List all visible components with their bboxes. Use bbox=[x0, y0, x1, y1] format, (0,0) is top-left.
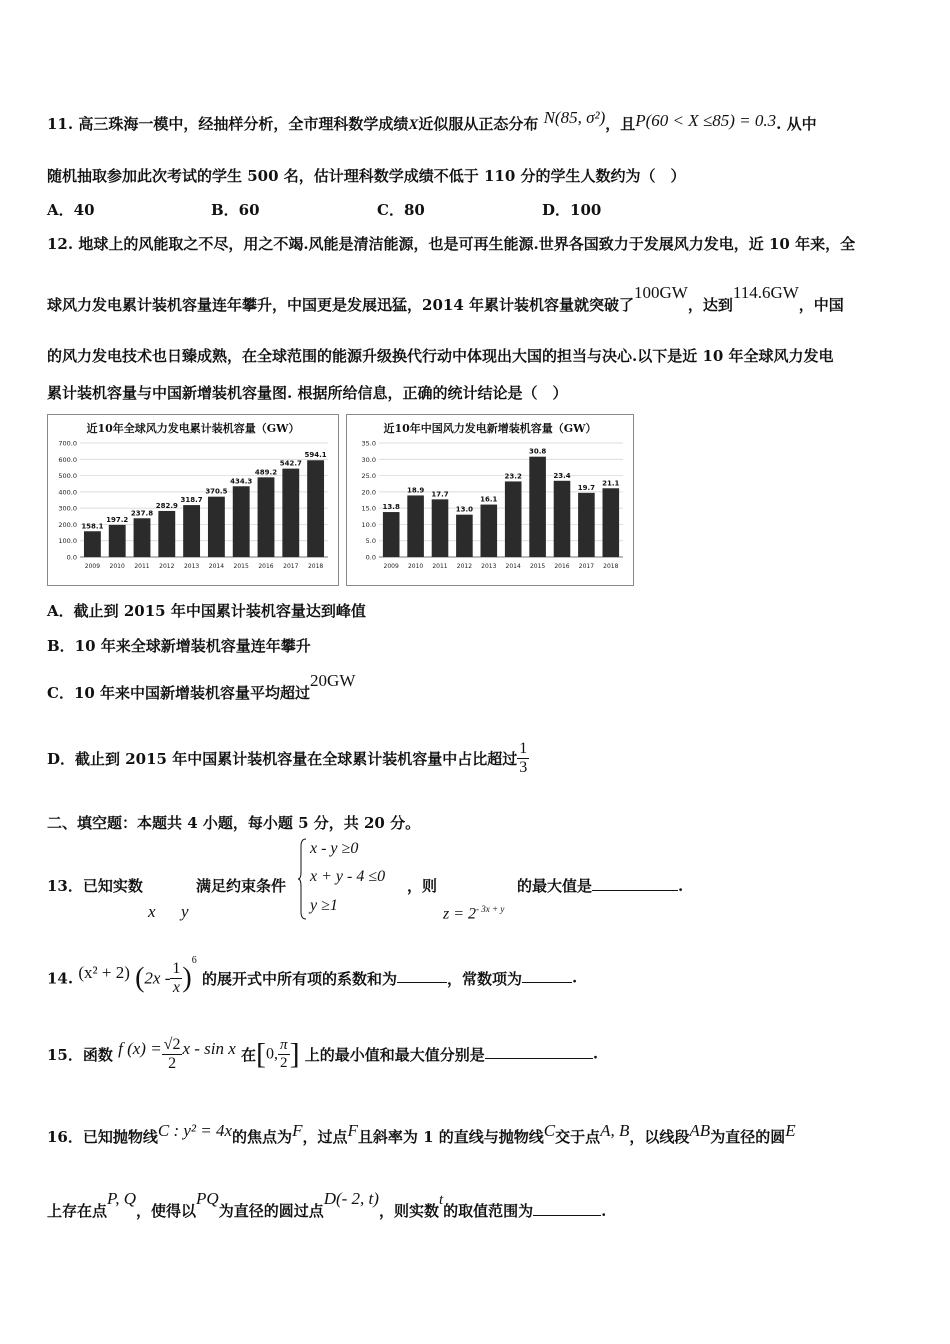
q15-text: 15．函数 bbox=[47, 1046, 113, 1064]
q12-option-c-value: 20GW bbox=[310, 671, 356, 690]
q16-var-t: t bbox=[438, 1192, 444, 1208]
y-tick-label: 25.0 bbox=[361, 472, 376, 481]
bar-2015 bbox=[233, 486, 250, 557]
q14-blank-2[interactable] bbox=[522, 982, 572, 983]
q11-line2: 随机抽取参加此次考试的学生 500 名，估计理科数学成绩不低于 110 分的学生人数约为（ ） bbox=[47, 167, 686, 185]
q12-option-d-text: D．截止到 2015 年中国累计装机容量在全球累计装机容量中占比超过 bbox=[47, 750, 518, 768]
q12-value-100gw: 100GW bbox=[633, 283, 688, 302]
data-label: 13.8 bbox=[382, 503, 400, 512]
y-tick-label: 500.0 bbox=[58, 472, 77, 481]
q11-option-a: A．40 bbox=[47, 201, 95, 219]
q16-focus-2: F bbox=[347, 1121, 358, 1140]
q16-line2: 上存在点P, Q，使得以PQ为直径的圆过点D(- 2, t)，则实数t的取值范围为 . bbox=[47, 1189, 607, 1220]
y-tick-label: 300.0 bbox=[58, 504, 77, 513]
q15-pi-half: $\frac{\pi}{2}$ bbox=[280, 1037, 288, 1071]
q13-var-y: y bbox=[181, 902, 189, 921]
x-tick-label: 2011 bbox=[134, 563, 150, 570]
q11-option-b: B．60 bbox=[211, 201, 260, 219]
q11-var-x: X bbox=[408, 117, 419, 133]
data-label: 23.2 bbox=[504, 472, 522, 481]
q11-text-mid: 近似服从正态分布 bbox=[418, 115, 539, 133]
q15-post: 上的最小值和最大值分别是 bbox=[304, 1046, 485, 1064]
y-tick-label: 35.0 bbox=[361, 439, 376, 448]
x-tick-label: 2013 bbox=[183, 563, 200, 570]
q13-constraint-label: 满足约束条件 bbox=[196, 877, 287, 895]
q16-curve: C : y² = 4x bbox=[157, 1121, 233, 1140]
data-label: 197.2 bbox=[106, 515, 129, 524]
paren-right: ) bbox=[182, 962, 192, 994]
q12-china: ，中国 bbox=[798, 296, 844, 314]
q16-circle-e: E bbox=[785, 1121, 796, 1140]
q14-text1: 的展开式中所有项的系数和为 bbox=[201, 970, 397, 988]
y-tick-label: 10.0 bbox=[361, 520, 376, 529]
data-label: 434.3 bbox=[230, 477, 253, 486]
data-label: 23.4 bbox=[553, 471, 571, 480]
bar-2011 bbox=[134, 518, 151, 557]
fraction-one-third: $\frac{1}{3}$ bbox=[519, 740, 528, 776]
q16-line1: 16．已知抛物线C : y² = 4x的焦点为F，过点F且斜率为 1 的直线与抛物线C交于点A, B，以线段AB为直径的圆E bbox=[47, 1121, 796, 1146]
x-tick-label: 2009 bbox=[84, 563, 101, 570]
q11-text: 11. 高三珠海一模中，经抽样分析，全市理科数学成绩 bbox=[47, 115, 409, 133]
x-tick-label: 2013 bbox=[481, 563, 497, 570]
bar-2010 bbox=[407, 495, 424, 557]
data-label: 18.9 bbox=[406, 486, 425, 495]
data-label: 370.5 bbox=[205, 487, 228, 496]
chart-china-new-capacity bbox=[346, 414, 634, 586]
chart-svg bbox=[48, 415, 338, 585]
q13-var-x: x bbox=[148, 902, 156, 921]
x-tick-label: 2016 bbox=[258, 563, 274, 570]
q16-segment-ab: AB bbox=[689, 1121, 711, 1140]
x-tick-label: 2017 bbox=[283, 563, 299, 570]
q12-line4: 累计装机容量与中国新增装机容量图. 根据所给信息，正确的统计结论是（ ） bbox=[47, 384, 568, 402]
data-label: 282.9 bbox=[155, 501, 178, 510]
y-tick-label: 400.0 bbox=[58, 488, 77, 497]
y-tick-label: 30.0 bbox=[361, 455, 376, 464]
bar-2014 bbox=[505, 481, 522, 557]
paren-left: ( bbox=[135, 962, 145, 994]
q12-reach: ，达到 bbox=[687, 296, 733, 314]
bar-2009 bbox=[84, 531, 101, 557]
q14-blank-1[interactable] bbox=[397, 982, 447, 983]
q11-option-c: C．80 bbox=[377, 201, 425, 219]
bar-2013 bbox=[481, 505, 498, 557]
q16-points-pq: P, Q bbox=[107, 1189, 136, 1208]
bar-2012 bbox=[158, 511, 175, 557]
q12-option-b: B．10 年来全球新增装机容量连年攀升 bbox=[47, 637, 311, 655]
q11-option-d: D．100 bbox=[542, 201, 602, 219]
q13-z: $z = 2^{- 3x + y}$ bbox=[443, 904, 505, 923]
x-tick-label: 2011 bbox=[432, 563, 448, 570]
x-tick-label: 2012 bbox=[456, 563, 473, 570]
x-tick-label: 2017 bbox=[578, 563, 595, 570]
q16-answer-blank[interactable] bbox=[533, 1215, 601, 1216]
q12-option-c bbox=[47, 671, 356, 703]
data-label: 318.7 bbox=[180, 496, 203, 505]
y-tick-label: 200.0 bbox=[58, 520, 77, 529]
data-label: 17.7 bbox=[431, 490, 449, 499]
q15-in: 在 bbox=[241, 1046, 257, 1064]
y-tick-label: 15.0 bbox=[361, 504, 376, 513]
q16-segment-pq: PQ bbox=[196, 1189, 219, 1208]
data-label: 542.7 bbox=[279, 459, 302, 468]
q11-and: ，且 bbox=[605, 115, 636, 133]
x-tick-label: 2015 bbox=[529, 563, 546, 570]
data-label: 13.0 bbox=[455, 505, 474, 514]
q14-expr-a: (x² + 2) bbox=[78, 962, 130, 982]
data-label: 489.2 bbox=[254, 468, 278, 477]
q12-option-d bbox=[47, 740, 529, 777]
data-label: 594.1 bbox=[304, 451, 327, 460]
q15-fx: f (x) = bbox=[118, 1038, 162, 1058]
data-label: 21.1 bbox=[602, 479, 620, 488]
q11-line1 bbox=[47, 108, 817, 134]
bar-2017 bbox=[282, 469, 299, 557]
bar-2011 bbox=[432, 499, 449, 557]
data-label: 16.1 bbox=[480, 495, 498, 504]
q13-max: 的最大值是 . bbox=[517, 877, 684, 895]
x-tick-label: 2018 bbox=[603, 563, 619, 570]
x-tick-label: 2012 bbox=[159, 563, 175, 570]
x-tick-label: 2010 bbox=[109, 563, 125, 570]
bar-2009 bbox=[383, 512, 400, 557]
y-tick-label: 700.0 bbox=[58, 439, 77, 448]
q15-answer-blank[interactable] bbox=[485, 1058, 593, 1059]
y-tick-label: 100.0 bbox=[58, 537, 77, 546]
q14-fraction: $\frac{1}{x}$ bbox=[172, 960, 181, 996]
q11-normal-dist: N(85, σ²) bbox=[543, 108, 606, 127]
q12-line1: 12. 地球上的风能取之不尽，用之不竭.风能是清洁能源，也是可再生能源.世界各国致力于发展风力发电，近 10 年来，全 bbox=[47, 235, 856, 253]
bracket-right: ] bbox=[289, 1037, 300, 1071]
chart-svg bbox=[347, 415, 633, 585]
bar-2016 bbox=[258, 477, 275, 557]
chart-global-capacity bbox=[47, 414, 339, 586]
y-tick-label: 0.0 bbox=[66, 553, 77, 562]
q15-line: 15．函数 f (x) = $\frac{√2}{2}$ x - sin x 在[0, $\frac{\pi}{2}$ ] 上的最小值和最大值分别是 . bbox=[47, 1036, 599, 1072]
x-tick-label: 2014 bbox=[505, 563, 521, 570]
bar-2018 bbox=[307, 460, 324, 557]
chart-title: 近10年全球风力发电累计装机容量（GW） bbox=[86, 422, 300, 435]
bar-2010 bbox=[109, 525, 126, 557]
chart-title: 近10年中国风力发电新增装机容量（GW） bbox=[383, 422, 597, 435]
q13-then: ，则 bbox=[407, 877, 438, 895]
q12-option-a: A．截止到 2015 年中国累计装机容量达到峰值 bbox=[47, 602, 366, 620]
bar-2014 bbox=[208, 497, 225, 557]
q15-fraction: $\frac{√2}{2}$ bbox=[163, 1036, 181, 1072]
y-tick-label: 20.0 bbox=[361, 488, 376, 497]
x-tick-label: 2014 bbox=[208, 563, 225, 570]
q14-text2: ，常数项为 bbox=[446, 970, 522, 988]
x-tick-label: 2018 bbox=[307, 563, 324, 570]
section-heading: 二、填空题：本题共 4 小题，每小题 5 分，共 20 分。 bbox=[47, 814, 421, 832]
y-tick-label: 5.0 bbox=[365, 537, 376, 546]
q16-point-d: D(- 2, t) bbox=[323, 1189, 379, 1208]
q16-focus: F bbox=[292, 1121, 303, 1140]
q12-value-114gw: 114.6GW bbox=[732, 283, 799, 302]
q12-option-c-text: C．10 年来中国新增装机容量平均超过 bbox=[47, 684, 311, 702]
q14-expr-b: 2x - bbox=[144, 968, 171, 988]
bar-2012 bbox=[456, 515, 473, 557]
q13-constraint-3: y ≥1 bbox=[310, 897, 338, 914]
x-tick-label: 2016 bbox=[554, 563, 570, 570]
q15-rest: x - sin x bbox=[182, 1038, 236, 1058]
q13-constraint-1: x - y ≥0 bbox=[310, 840, 359, 857]
q14-power: 6 bbox=[191, 954, 197, 966]
q12-line2 bbox=[47, 283, 844, 315]
q14-line: 14. (x² + 2) (2x - $\frac{1}{x}$ )$^6$ 的展开式中所有项的系数和为 ，常数项为 . bbox=[47, 954, 578, 996]
data-label: 19.7 bbox=[577, 483, 596, 492]
q13-constraint-2: x + y - 4 ≤0 bbox=[310, 868, 386, 885]
q16-points-ab: A, B bbox=[600, 1121, 630, 1140]
bar-2013 bbox=[183, 505, 200, 557]
q13-answer-blank[interactable] bbox=[592, 890, 678, 891]
bracket-left: [ bbox=[256, 1037, 267, 1071]
q11-probability: P(60 < X ≤85) = 0.3 bbox=[635, 111, 777, 130]
x-tick-label: 2009 bbox=[383, 563, 399, 570]
q13-line bbox=[47, 875, 143, 896]
data-label: 30.8 bbox=[528, 447, 547, 456]
brace-icon bbox=[298, 838, 308, 920]
q13-text: 13．已知实数 bbox=[47, 877, 143, 895]
q15-interval-a: 0, bbox=[266, 1045, 279, 1063]
x-tick-label: 2015 bbox=[233, 563, 249, 570]
bar-2017 bbox=[578, 493, 595, 557]
q12-text: 球风力发电累计装机容量连年攀升，中国更是发展迅猛，2014 年累计装机容量就突破了 bbox=[47, 296, 634, 314]
bar-2016 bbox=[554, 481, 571, 557]
y-tick-label: 600.0 bbox=[58, 455, 77, 464]
bar-2015 bbox=[529, 457, 546, 557]
y-tick-label: 0.0 bbox=[365, 553, 376, 562]
data-label: 158.1 bbox=[81, 522, 104, 531]
bar-2018 bbox=[603, 488, 620, 557]
x-tick-label: 2010 bbox=[407, 563, 424, 570]
q11-end: . 从中 bbox=[776, 115, 817, 133]
q14-number: 14. bbox=[47, 969, 74, 988]
q12-line3: 的风力发电技术也日臻成熟，在全球范围的能源升级换代行动中体现出大国的担当与决心.以下是近 10 年全球风力发电 bbox=[47, 347, 834, 365]
data-label: 237.8 bbox=[130, 509, 154, 518]
q16-curve-c: C bbox=[543, 1121, 556, 1140]
